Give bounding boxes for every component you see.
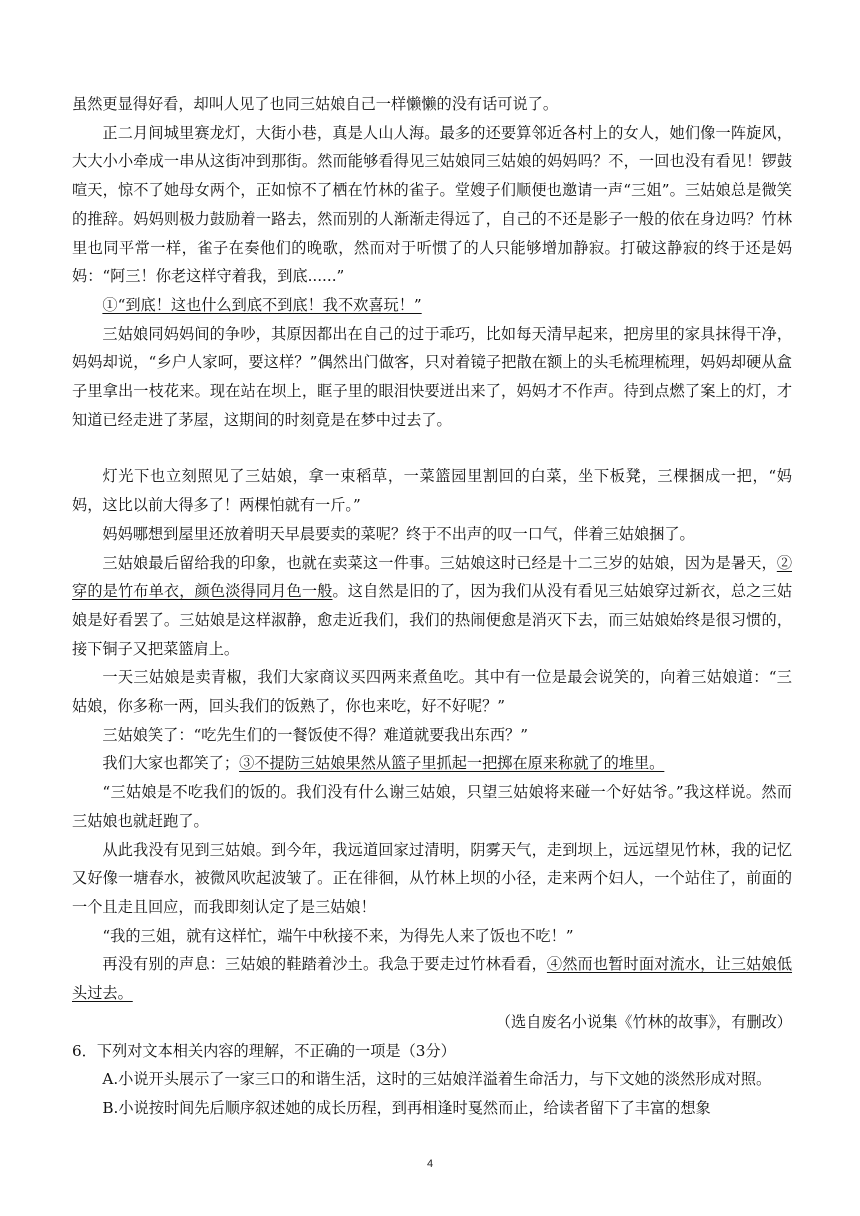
paragraph-1: 虽然更显得好看，却叫人见了也同三姑娘自己一样懒懒的没有话可说了。 [72,95,558,113]
paragraph-3-quote [72,291,792,320]
paragraph-9: 三姑娘笑了：“吃先生们的一餐饭使不得？难道就要我出东西？” [102,725,528,744]
question-stem: 6．下列对文本相关内容的理解，不正确的一项是（3分） [72,1041,456,1060]
document-body [72,90,792,1123]
paragraph-7-after: 。这自然是旧的了，因为我们从没有看见三姑娘穿过新衣，总之三姑娘是好看罢了。三姑娘是这样淑静，愈走近我们，我们的热闹便愈是消灭下去，而三姑娘始终是很习惯的，接下铜子又把菜篮肩上。 [72,582,793,658]
paragraph-10 [72,749,792,778]
underlined-sentence-3: ③不提防三姑娘果然从篮子里抓起一把掷在原来称就了的堆里。 [239,754,665,773]
paragraph-5: 灯光下也立刻照见了三姑娘，拿一束稻草，一菜篮园里割回的白菜，坐下板凳，三棵捆成一把，“妈妈，这比以前大得多了！两棵怕就有一斤。” [72,467,792,515]
question-option-b: B.小说按时间先后顺序叙述她的成长历程，到再相逢时戛然而止，给读者留下了丰富的想象 [102,1098,711,1117]
paragraph-8: 一天三姑娘是卖青椒，我们大家商议买四两来煮鱼吃。其中有一位是最会说笑的，向着三姑娘道：“三姑娘，你多称一两，回头我们的饭熟了，你也来吃，好不好呢？” [72,668,792,716]
source-citation: （选自废名小说集《竹林的故事》，有删改） [495,1012,792,1031]
underlined-sentence-2: ②穿的是竹布单衣，颜色淡得同月色一般 [72,553,792,601]
question-option-a: A.小说开头展示了一家三口的和谐生活，这时的三姑娘洋溢着生命活力，与下文她的淡然形成对照。 [102,1070,772,1089]
paragraph-10-before: 我们大家也都笑了； [102,754,240,773]
paragraph-14 [72,950,792,1007]
paragraph-6: 妈妈哪想到屋里还放着明天早晨要卖的菜呢？终于不出声的叹一口气，伴着三姑娘捆了。 [102,524,695,543]
paragraph-2: 正二月间城里赛龙灯，大街小巷，真是人山人海。最多的还要算邻近各村上的女人，她们像一阵旋风，大大小小牵成一串从这街冲到那街。然而能够看得见三姑娘同三姑娘的妈妈吗？不，一回也没有看见！锣鼓喧天，惊不了她母女两个，正如惊不了栖在竹林的雀子。堂嫂子们顺便也邀请一声“三姐”。三姑娘总是微笑的推辞。妈妈则极力鼓励着一路去，然而别的人渐渐走得远了，自己的不还是影子一般的依在身边吗？竹林里也同平常一样，雀子在奏他们的晚歌，然而对于听惯了的人只能够增加静寂。打破这静寂的终于还是妈妈：“阿三！你老这样守着我，到底......” [72,123,792,286]
underlined-sentence-4: ④然而也暂时面对流水，让三姑娘低头过去。 [72,955,793,1003]
paragraph-gap [72,434,792,462]
page-number: 4 [426,1158,434,1170]
paragraph-7 [72,549,792,664]
underlined-sentence-1: ①“到底！这也什么到底不到底！我不欢喜玩！” [102,295,422,314]
paragraph-11: “三姑娘是不吃我们的饭的。我们没有什么谢三姑娘，只望三姑娘将来碰一个好姑爷。”我这样说。然而三姑娘也就赶跑了。 [72,783,792,830]
paragraph-12: 从此我没有见到三姑娘。到今年，我远道回家过清明，阴雾天气，走到坝上，远远望见竹林，我的记忆又好像一塘春水，被微风吹起波皱了。正在徘徊，从竹林上坝的小径，走来两个妇人，一个站住了，前面的一个且走且回应，而我即刻认定了是三姑娘！ [72,840,792,916]
paragraph-4: 三姑娘同妈妈间的争吵，其原因都出在自己的过于乖巧，比如每天清早起来，把房里的家具抹得干净，妈妈却说，“乡户人家呵，要这样？”偶然出门做客，只对着镜子把散在额上的头毛梳理梳理，妈妈却硬从盒子里拿出一枝花来。现在站在坝上，眶子里的眼泪快要迸出来了，妈妈才不作声。待到点燃了案上的灯，才知道已经走进了茅屋，这期间的时刻竟是在梦中过去了。 [72,324,792,429]
paragraph-7-before: 三姑娘最后留给我的印象，也就在卖菜这一件事。三姑娘这时已经是十二三岁的姑娘，因为是暑天， [102,553,777,572]
paragraph-13: “我的三姐，就有这样忙，端午中秋接不来，为得先人来了饭也不吃！” [102,926,574,945]
paragraph-14-before: 再没有别的声息：三姑娘的鞋踏着沙土。我急于要走过竹林看看， [102,955,547,974]
